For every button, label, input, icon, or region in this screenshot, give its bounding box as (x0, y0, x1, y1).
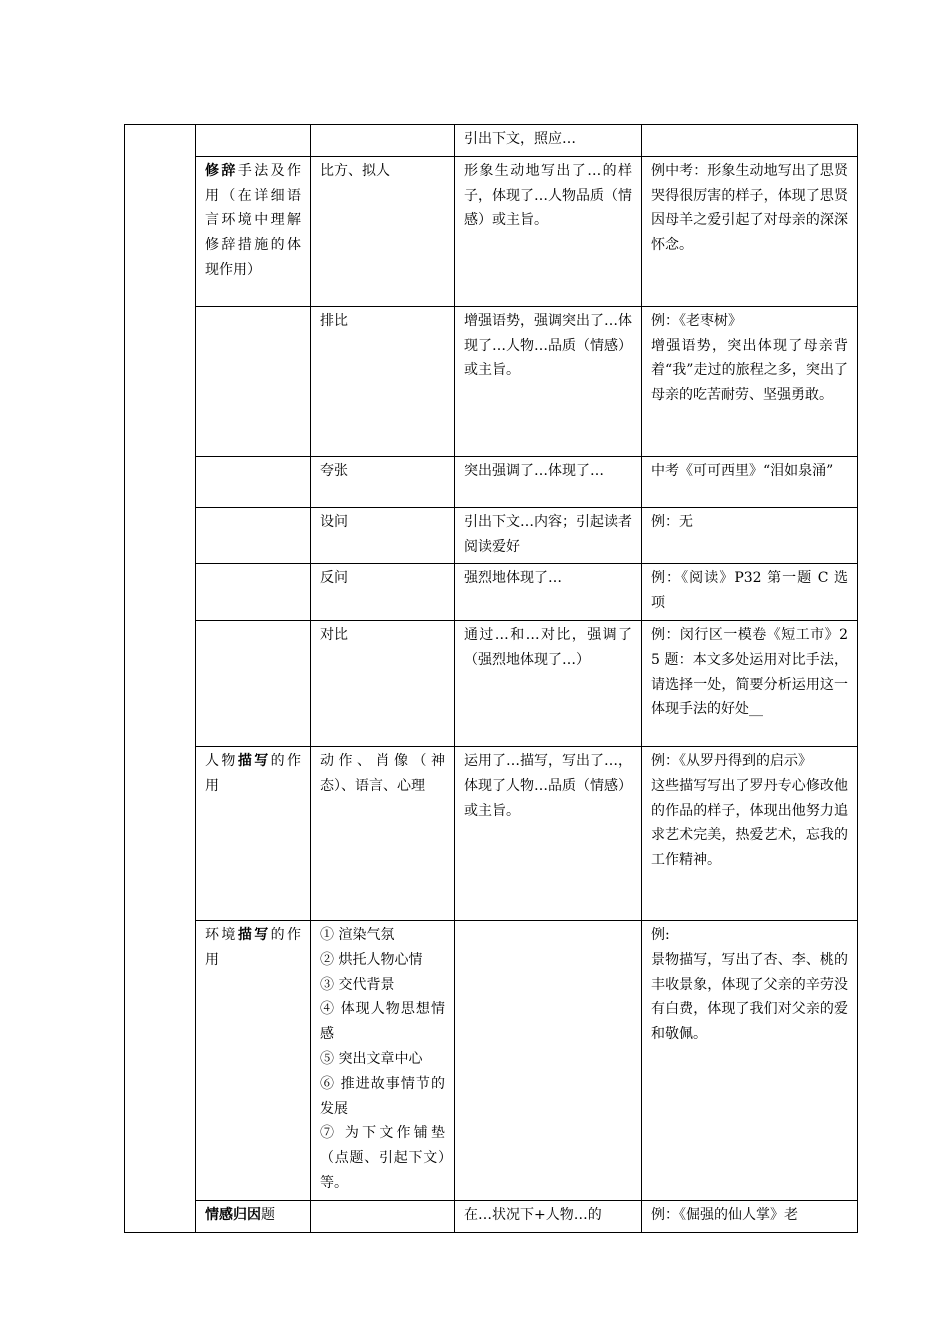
example-cell (642, 920, 858, 1200)
topic-text: 环境 (205, 926, 238, 943)
topic-text: 人物 (205, 752, 238, 769)
answer-template-cell (455, 620, 642, 746)
example-text: 例：《从罗丹得到的启示》 (651, 752, 812, 769)
answer-template-cell (455, 920, 642, 1200)
answer-template-text: 强烈地体现了… (464, 570, 562, 587)
answer-template-cell (455, 746, 642, 920)
table-row (125, 564, 858, 621)
topic-cell (196, 920, 311, 1200)
topic-text: 描写 (237, 752, 271, 769)
example-text: 例：《阅读》P32 第一题 C 选项 (651, 570, 848, 612)
answer-template-text: 形象生动地写出了…的样子，体现了…人物品质（情感）或主旨。 (464, 162, 632, 229)
answer-template-cell (455, 456, 642, 507)
method-text: 动作、肖像（神态）、语言、心理 (320, 752, 445, 794)
topic-cell (196, 746, 311, 920)
example-cell (642, 507, 858, 564)
answer-template-text: 增强语势，强调突出了…体现了…人物…品质（情感）或主旨。 (464, 312, 632, 379)
answer-template-cell (455, 125, 642, 157)
outer-column-cell (125, 125, 196, 1233)
example-cell (642, 306, 858, 456)
method-cell (311, 456, 455, 507)
topic-cell (196, 620, 311, 746)
topic-cell (196, 456, 311, 507)
method-list-item: ⑦ 为下文作铺垫（点题、引起下文）等。 (320, 1125, 445, 1191)
answer-template-text: 突出强调了…体现了… (464, 462, 604, 479)
method-cell (311, 1200, 455, 1232)
example-text: 例：无 (651, 513, 693, 530)
topic-cell (196, 1200, 311, 1232)
answer-template-cell (455, 306, 642, 456)
answer-template-text: 通过…和…对比，强调了（强烈地体现了…） (464, 626, 632, 668)
example-text: 这些描写写出了罗丹专心修改他的作品的样子，体现出他努力追求艺术完美，热爱艺术，忘我的工作精神。 (651, 777, 848, 869)
method-text: 比方、拟人 (320, 162, 390, 179)
topic-cell (196, 125, 311, 157)
method-list-item: ⑤ 突出文章中心 (320, 1050, 423, 1067)
table-row (125, 1200, 858, 1232)
method-list-item: ① 渲染气氛 (320, 926, 395, 943)
table-row (125, 456, 858, 507)
method-cell (311, 306, 455, 456)
answer-template-text: 在…状况下+人物…的 (464, 1206, 602, 1223)
method-cell (311, 746, 455, 920)
method-text: 设问 (320, 513, 348, 530)
method-list-item: ② 烘托人物心情 (320, 951, 423, 968)
example-cell (642, 620, 858, 746)
method-cell (311, 920, 455, 1200)
table-row (125, 156, 858, 306)
topic-cell (196, 156, 311, 306)
example-cell (642, 156, 858, 306)
topic-cell (196, 564, 311, 621)
method-list-item: ④ 体现人物思想情感 (320, 1001, 445, 1043)
method-list-item: ⑥ 推进故事情节的发展 (320, 1075, 445, 1117)
example-text: 例中考：形象生动地写出了思贤哭得很厉害的样子，体现了思贤因母羊之爱引起了对母亲的深深怀念。 (651, 162, 848, 254)
topic-text: 描写 (237, 926, 271, 943)
example-cell (642, 456, 858, 507)
answer-template-table (124, 124, 858, 1233)
table-row (125, 920, 858, 1200)
answer-template-text: 引出下文…内容；引起读者阅读爱好 (464, 513, 632, 555)
example-text: 景物描写，写出了杏、李、桃的丰收景象，体现了父亲的辛劳没有白费，体现了我们对父亲的爱和敬佩。 (651, 951, 848, 1043)
table-body (125, 125, 858, 1233)
table-row (125, 507, 858, 564)
method-cell (311, 564, 455, 621)
method-cell (311, 620, 455, 746)
topic-text: 情感归因 (205, 1206, 261, 1223)
answer-template-text: 引出下文，照应… (464, 131, 576, 147)
method-cell (311, 125, 455, 157)
method-cell (311, 507, 455, 564)
answer-template-cell (455, 156, 642, 306)
answer-template-text: 运用了…描写，写出了…，体现了人物…品质（情感）或主旨。 (464, 752, 632, 819)
example-cell (642, 746, 858, 920)
example-text: 例: (651, 926, 670, 943)
topic-text: 题 (261, 1206, 275, 1223)
topic-text: 修辞 (205, 162, 238, 179)
example-text: 例：闵行区一模卷《短工市》25 题：本文多处运用对比手法，请选择一处，简要分析运用这一体现手法的好处__ (651, 626, 848, 718)
method-text: 反问 (320, 570, 348, 587)
method-text: 排比 (320, 312, 348, 329)
topic-text: 的作用 (205, 926, 302, 968)
table-row (125, 125, 858, 157)
topic-text: 的作用 (205, 752, 302, 794)
example-cell (642, 125, 858, 157)
method-list-item: ③ 交代背景 (320, 976, 395, 993)
example-text: 例：《倔强的仙人掌》老 (651, 1206, 798, 1223)
answer-template-cell (455, 507, 642, 564)
answer-template-cell (455, 1200, 642, 1232)
table-row (125, 306, 858, 456)
example-text: 例：《老枣树》 (651, 312, 742, 329)
table-row (125, 620, 858, 746)
example-cell (642, 1200, 858, 1232)
method-cell (311, 156, 455, 306)
answer-template-cell (455, 564, 642, 621)
method-text: 夸张 (320, 462, 348, 479)
table-row (125, 746, 858, 920)
example-text: 中考《可可西里》“泪如泉涌” (651, 462, 834, 479)
topic-cell (196, 507, 311, 564)
example-cell (642, 564, 858, 621)
method-text: 对比 (320, 626, 348, 643)
topic-text: 手法及作用（在详细语言环境中理解修辞措施的体现作用） (205, 162, 302, 278)
topic-cell (196, 306, 311, 456)
example-text: 增强语势，突出体现了母亲背着“我”走过的旅程之多，突出了母亲的吃苦耐劳、坚强勇敢。 (651, 337, 848, 404)
